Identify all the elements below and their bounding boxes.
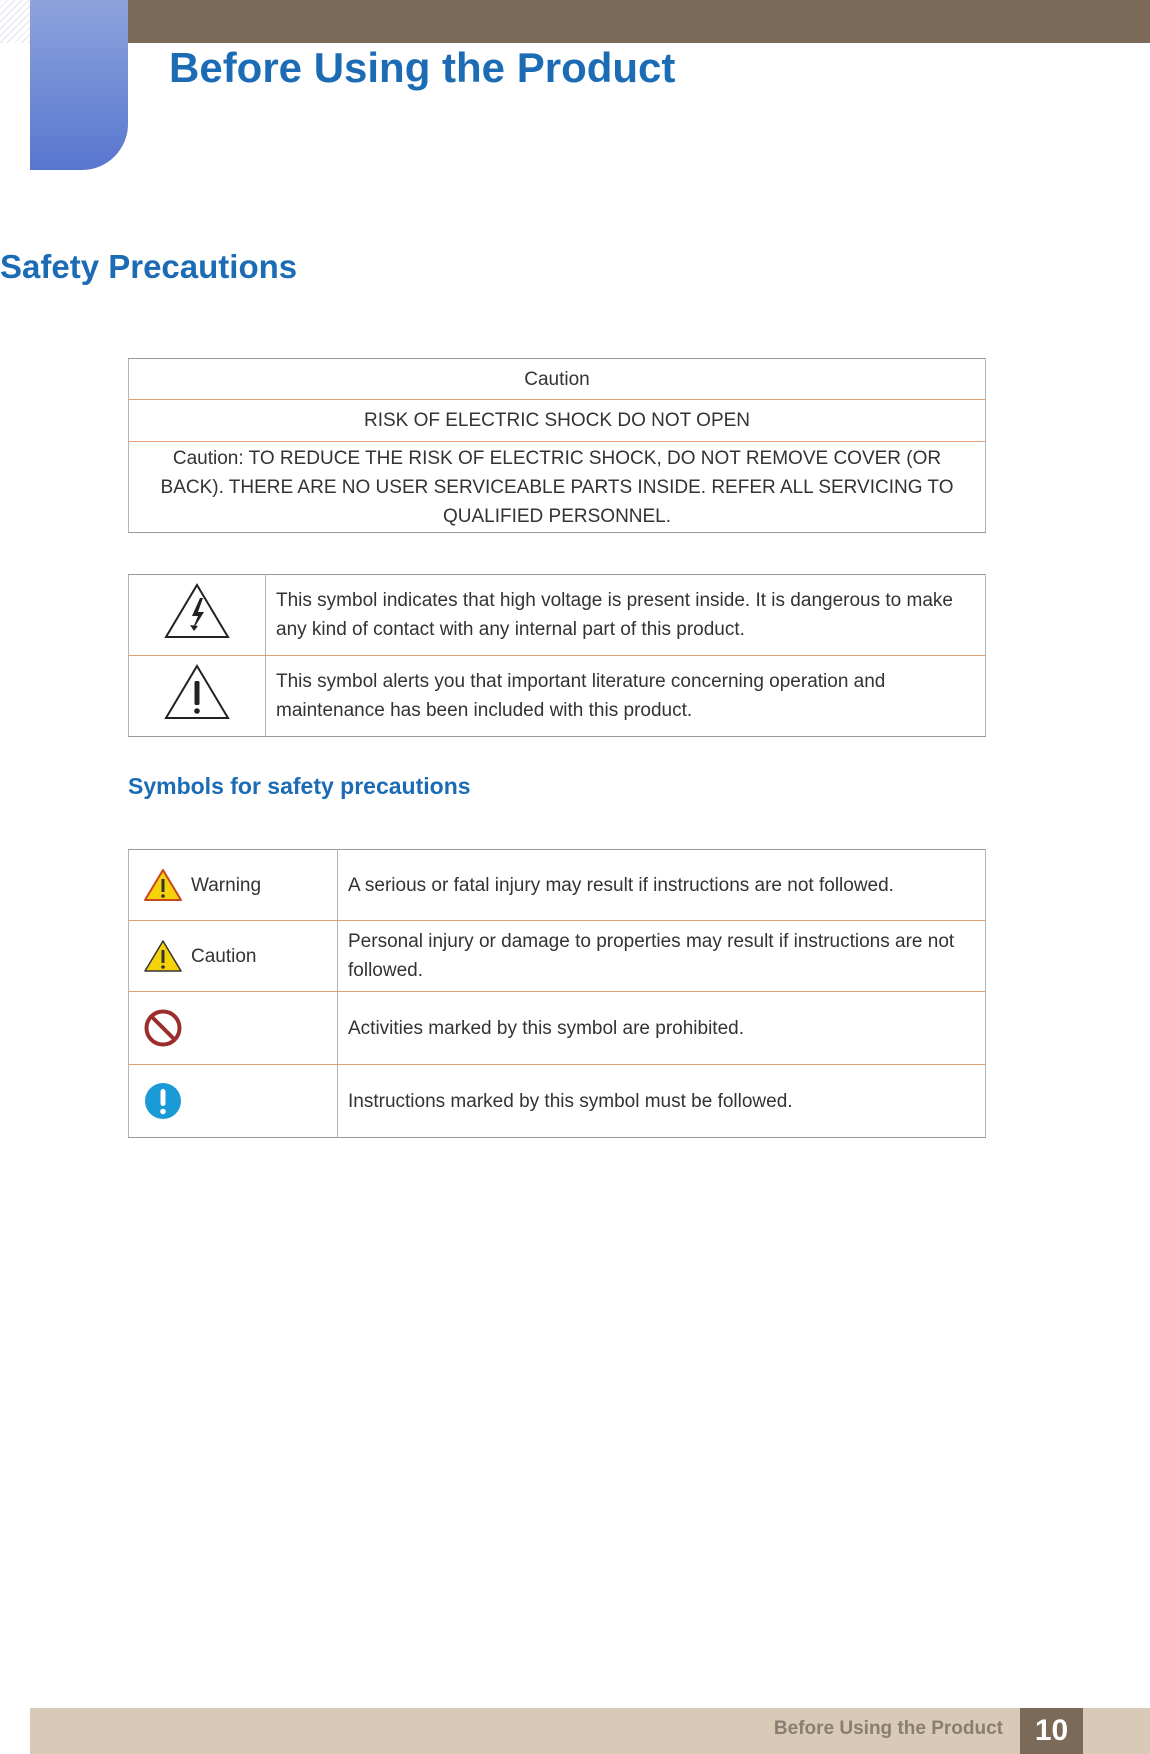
- header-hatch-decoration: [0, 0, 30, 43]
- footer-chapter-label: Before Using the Product: [773, 1718, 1003, 1739]
- symbol-label: Caution: [191, 945, 257, 967]
- caution-table: [128, 358, 986, 533]
- mandatory-icon: [143, 1081, 183, 1121]
- table-row: [129, 1065, 986, 1138]
- caution-title: Caution: [129, 359, 986, 400]
- warning-triangle-icon: [143, 868, 183, 902]
- table-row: [129, 992, 986, 1065]
- symbol-table: [128, 574, 986, 737]
- icon-cell: [129, 656, 266, 737]
- section-title: Safety Precautions: [0, 248, 298, 285]
- caution-triangle-icon: [143, 939, 183, 973]
- label-cell: [129, 1065, 338, 1138]
- header-bar: [0, 0, 1150, 43]
- exclamation-triangle-icon: [163, 662, 231, 722]
- table-row: [129, 921, 986, 992]
- symbol-description: Activities marked by this symbol are prohibited.: [338, 992, 986, 1065]
- caution-warning-line: RISK OF ELECTRIC SHOCK DO NOT OPEN: [129, 400, 986, 442]
- symbol-description: This symbol alerts you that important literature concerning operation and maintenance has been included with this product.: [266, 656, 986, 737]
- icon-cell: [129, 575, 266, 656]
- label-cell: [129, 921, 338, 992]
- caution-body: Caution: TO REDUCE THE RISK OF ELECTRIC SHOCK, DO NOT REMOVE COVER (OR BACK). THERE ARE NO USER SERVICEABLE PARTS INSIDE. REFER ALL SERVICING TO QUALIFIED PERSONNEL.: [129, 442, 986, 533]
- symbol-description: A serious or fatal injury may result if instructions are not followed.: [338, 850, 986, 921]
- subsection-title: Symbols for safety precautions: [128, 773, 471, 799]
- high-voltage-triangle-icon: [163, 581, 231, 641]
- chapter-tab: [30, 0, 128, 170]
- chapter-title: Before Using the Product: [169, 44, 676, 91]
- table-row: [129, 656, 986, 737]
- label-cell: [129, 850, 338, 921]
- page-number: 10: [1020, 1708, 1083, 1754]
- symbol-description: Instructions marked by this symbol must be followed.: [338, 1065, 986, 1138]
- symbol-description: Personal injury or damage to properties may result if instructions are not followed.: [338, 921, 986, 992]
- label-cell: [129, 992, 338, 1065]
- symbol-label: Warning: [191, 874, 262, 896]
- table-row: [129, 850, 986, 921]
- symbol-description: This symbol indicates that high voltage is present inside. It is dangerous to make any kind of contact with any internal part of this product.: [266, 575, 986, 656]
- table-row: [129, 575, 986, 656]
- prohibited-icon: [143, 1008, 183, 1048]
- safety-symbols-table: [128, 849, 986, 1138]
